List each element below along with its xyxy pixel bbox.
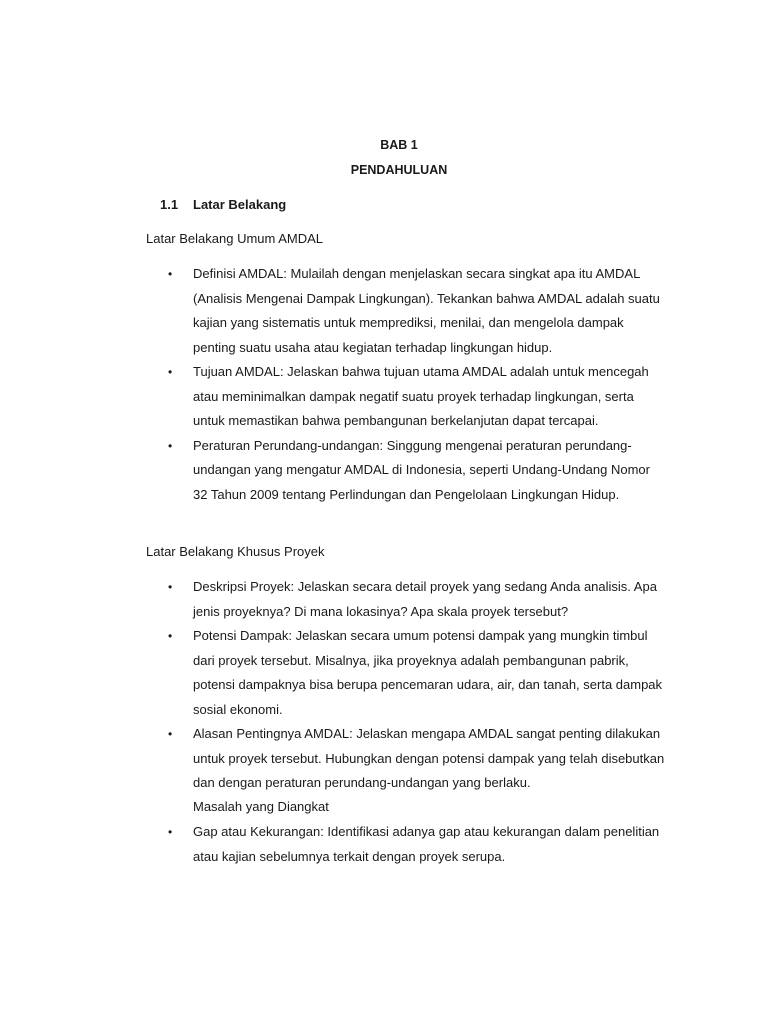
bullet-icon: •: [168, 825, 173, 839]
chapter-title: PENDAHULUAN: [350, 163, 448, 177]
chapter-label: BAB 1: [380, 138, 418, 152]
specific-background-heading: Latar Belakang Khusus Proyek: [146, 544, 325, 559]
list-item-text: Alasan Pentingnya AMDAL: Jelaskan mengapa AMDAL sangat penting dilakukan untuk proyek tersebut. Hubungkan dengan potensi dampak yang telah disebutkan dan dengan peraturan perundang-undangan yang berlaku.: [193, 726, 665, 790]
list-item-text: Peraturan Perundang-undangan: Singgung mengenai peraturan perundang-undangan yang mengatur AMDAL di Indonesia, seperti Undang-Undang Nomor 32 Tahun 2009 tentang Perlindungan dan Pengelolaan Lingkungan Hidup.: [193, 437, 650, 502]
section-title: Latar Belakang: [193, 197, 287, 212]
general-background-list: [146, 262, 666, 507]
general-background-heading: Latar Belakang Umum AMDAL: [146, 231, 324, 246]
list-item: [146, 434, 666, 508]
section-number: 1.1: [160, 197, 179, 212]
specific-background-list: [146, 575, 666, 796]
list-item-text: Tujuan AMDAL: Jelaskan bahwa tujuan utama AMDAL adalah untuk mencegah atau meminimalkan dampak negatif suatu proyek terhadap lingkungan, serta untuk memastikan bahwa pembangunan berkelanjutan dapat tercapai.: [193, 364, 649, 428]
list-item: [146, 262, 666, 360]
section-heading: [160, 197, 286, 212]
bullet-icon: •: [168, 727, 173, 741]
list-item-text: Gap atau Kekurangan: Identifikasi adanya gap atau kekurangan dalam penelitian atau kajian sebelumnya terkait dengan proyek serupa.: [193, 824, 660, 864]
list-item: [146, 820, 666, 869]
list-item-text: Potensi Dampak: Jelaskan secara umum potensi dampak yang mungkin timbul dari proyek tersebut. Misalnya, jika proyeknya adalah pembangunan pabrik, potensi dampaknya bisa berupa pencemaran udara, air, dan tanah, serta dampak sosial ekonomi.: [193, 628, 663, 717]
list-item-text: Definisi AMDAL: Mulailah dengan menjelaskan secara singkat apa itu AMDAL (Analisis Mengenai Dampak Lingkungan). Tekankan bahwa AMDAL adalah suatu kajian yang sistematis untuk memprediksi, menilai, dan mengelola dampak penting suatu usaha atau kegiatan terhadap lingkungan hidup.: [193, 266, 660, 355]
bullet-icon: •: [168, 438, 173, 453]
bullet-icon: •: [168, 580, 173, 594]
list-item: [146, 624, 666, 722]
bullet-icon: •: [168, 629, 173, 643]
list-item: [146, 722, 666, 796]
issue-list: [146, 820, 666, 869]
bullet-icon: •: [168, 267, 173, 281]
issue-heading: Masalah yang Diangkat: [193, 799, 329, 814]
list-item-text: Deskripsi Proyek: Jelaskan secara detail proyek yang sedang Anda analisis. Apa jenis proyeknya? Di mana lokasinya? Apa skala proyek tersebut?: [193, 579, 657, 619]
bullet-icon: •: [168, 365, 173, 379]
list-item: [146, 575, 666, 624]
list-item: [146, 360, 666, 434]
